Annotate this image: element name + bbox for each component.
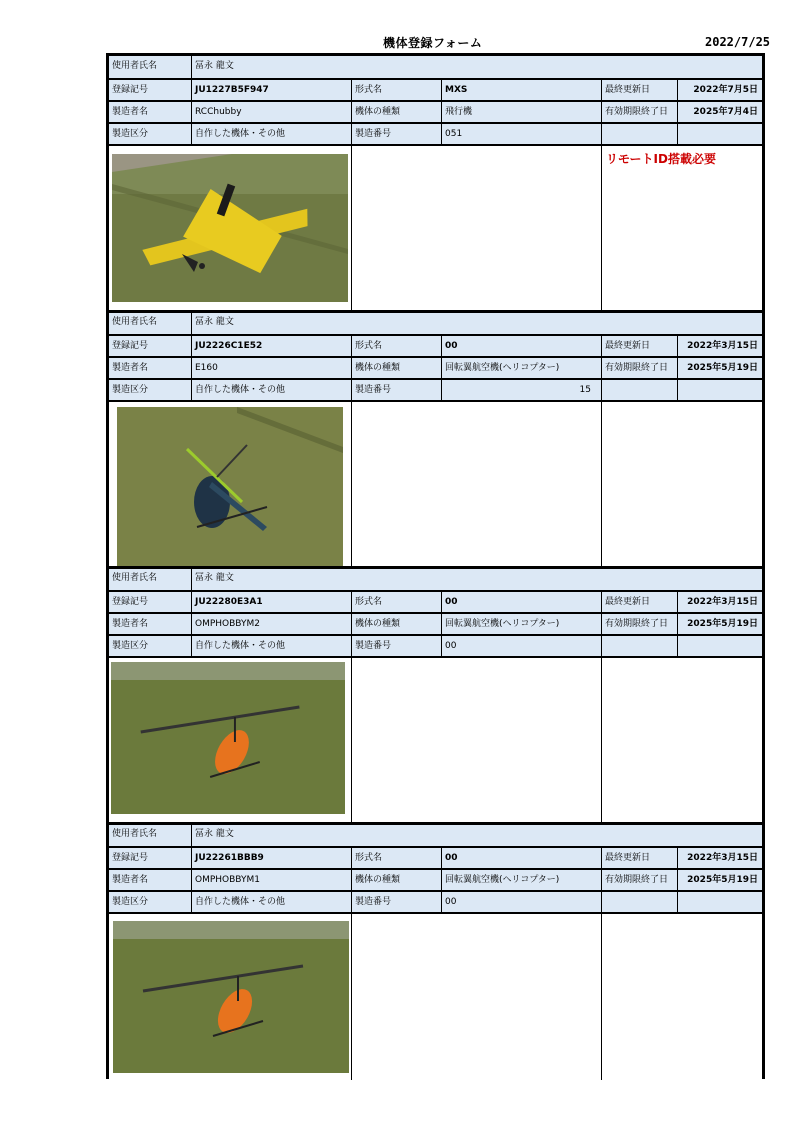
- category-row: [109, 634, 762, 656]
- serial-label: 製造番号: [351, 380, 441, 400]
- record-separator: [109, 566, 762, 569]
- serial-value: 00: [441, 892, 601, 912]
- model-value: 00: [441, 848, 601, 868]
- reg-no-label: 登録記号: [112, 853, 149, 863]
- owner-label: 使用者氏名: [112, 317, 158, 327]
- last-update-label: 最終更新日: [601, 336, 677, 356]
- last-update-value: 2022年3月15日: [677, 592, 762, 612]
- aircraft-record-1: [109, 56, 762, 312]
- category-value: 自作した機体・その他: [191, 892, 351, 912]
- blank-value: [677, 124, 762, 144]
- model-value: 00: [441, 592, 601, 612]
- last-update-value: 2022年7月5日: [677, 80, 762, 100]
- serial-label: 製造番号: [351, 892, 441, 912]
- maker-row: [109, 612, 762, 634]
- model-label: 形式名: [351, 336, 441, 356]
- registration-row: [109, 846, 762, 868]
- blank-label: [601, 124, 677, 144]
- reg-no-label: 登録記号: [112, 341, 149, 351]
- orange-helicopter-photo: [113, 921, 349, 1073]
- remote-id-note: リモートID搭載必要: [606, 152, 716, 166]
- reg-no-value: JU22261BBB9: [191, 848, 351, 868]
- last-update-label: 最終更新日: [601, 80, 677, 100]
- owner-row: [109, 568, 762, 590]
- serial-value: 00: [441, 636, 601, 656]
- reg-no-label: 登録記号: [112, 597, 149, 607]
- expiry-value: 2025年5月19日: [677, 870, 762, 890]
- last-update-value: 2022年3月15日: [677, 336, 762, 356]
- photo-area: [109, 912, 762, 1080]
- blank-label: [601, 380, 677, 400]
- serial-label: 製造番号: [351, 636, 441, 656]
- aircraft-type-label: 機体の種類: [351, 870, 441, 890]
- maker-value: E160: [191, 358, 351, 378]
- reg-no-label: 登録記号: [112, 85, 149, 95]
- reg-no-value: JU2226C1E52: [191, 336, 351, 356]
- maker-row: [109, 100, 762, 122]
- blank-value: [677, 892, 762, 912]
- maker-value: RCChubby: [191, 102, 351, 122]
- registration-row: [109, 78, 762, 100]
- owner-value: 冨永 龍文: [191, 312, 762, 334]
- model-label: 形式名: [351, 80, 441, 100]
- registration-row: [109, 590, 762, 612]
- maker-value: OMPHOBBYM1: [191, 870, 351, 890]
- aircraft-type-label: 機体の種類: [351, 102, 441, 122]
- registration-row: [109, 334, 762, 356]
- orange-helicopter-photo: [111, 662, 345, 814]
- aircraft-type-label: 機体の種類: [351, 358, 441, 378]
- category-row: [109, 122, 762, 144]
- aircraft-type-value: 飛行機: [441, 102, 601, 122]
- owner-value: 冨永 龍文: [191, 56, 762, 78]
- owner-value: 冨永 龍文: [191, 568, 762, 590]
- owner-label: 使用者氏名: [112, 573, 158, 583]
- maker-row: [109, 356, 762, 378]
- category-row: [109, 378, 762, 400]
- aircraft-type-label: 機体の種類: [351, 614, 441, 634]
- maker-label: 製造者名: [112, 107, 149, 117]
- category-value: 自作した機体・その他: [191, 124, 351, 144]
- aircraft-record-4: [109, 824, 762, 1080]
- expiry-label: 有効期限終了日: [601, 614, 677, 634]
- category-value: 自作した機体・その他: [191, 380, 351, 400]
- last-update-label: 最終更新日: [601, 592, 677, 612]
- owner-label: 使用者氏名: [112, 61, 158, 71]
- aircraft-record-3: [109, 568, 762, 824]
- expiry-value: 2025年5月19日: [677, 358, 762, 378]
- reg-no-value: JU1227B5F947: [191, 80, 351, 100]
- serial-label: 製造番号: [351, 124, 441, 144]
- maker-label: 製造者名: [112, 619, 149, 629]
- category-value: 自作した機体・その他: [191, 636, 351, 656]
- expiry-label: 有効期限終了日: [601, 102, 677, 122]
- serial-value: 051: [441, 124, 601, 144]
- blank-label: [601, 636, 677, 656]
- blank-value: [677, 380, 762, 400]
- category-label: 製造区分: [112, 641, 149, 651]
- maker-value: OMPHOBBYM2: [191, 614, 351, 634]
- aircraft-type-value: 回転翼航空機(ヘリコプター): [441, 614, 601, 634]
- owner-row: [109, 824, 762, 846]
- category-label: 製造区分: [112, 897, 149, 907]
- model-value: 00: [441, 336, 601, 356]
- category-label: 製造区分: [112, 129, 149, 139]
- expiry-value: 2025年7月4日: [677, 102, 762, 122]
- blank-label: [601, 892, 677, 912]
- blank-value: [677, 636, 762, 656]
- maker-label: 製造者名: [112, 363, 149, 373]
- registration-sheet: [106, 53, 765, 1079]
- photo-area: [109, 144, 762, 312]
- last-update-label: 最終更新日: [601, 848, 677, 868]
- model-label: 形式名: [351, 592, 441, 612]
- serial-value: 15: [441, 380, 601, 400]
- maker-row: [109, 868, 762, 890]
- last-update-value: 2022年3月15日: [677, 848, 762, 868]
- photo-area: [109, 400, 762, 568]
- maker-label: 製造者名: [112, 875, 149, 885]
- owner-label: 使用者氏名: [112, 829, 158, 839]
- expiry-label: 有効期限終了日: [601, 358, 677, 378]
- form-title: 機体登録フォーム: [383, 36, 483, 50]
- yellow-airplane-photo: [112, 154, 348, 302]
- category-row: [109, 890, 762, 912]
- reg-no-value: JU22280E3A1: [191, 592, 351, 612]
- owner-row: [109, 312, 762, 334]
- owner-row: [109, 56, 762, 78]
- aircraft-record-2: [109, 312, 762, 568]
- aircraft-type-value: 回転翼航空機(ヘリコプター): [441, 870, 601, 890]
- aircraft-type-value: 回転翼航空機(ヘリコプター): [441, 358, 601, 378]
- category-label: 製造区分: [112, 385, 149, 395]
- owner-value: 冨永 龍文: [191, 824, 762, 846]
- expiry-value: 2025年5月19日: [677, 614, 762, 634]
- expiry-label: 有効期限終了日: [601, 870, 677, 890]
- record-separator: [109, 822, 762, 825]
- photo-area: [109, 656, 762, 824]
- model-label: 形式名: [351, 848, 441, 868]
- form-date: 2022/7/25: [705, 35, 771, 49]
- record-separator: [109, 310, 762, 313]
- blue-helicopter-photo: [117, 407, 343, 566]
- model-value: MXS: [441, 80, 601, 100]
